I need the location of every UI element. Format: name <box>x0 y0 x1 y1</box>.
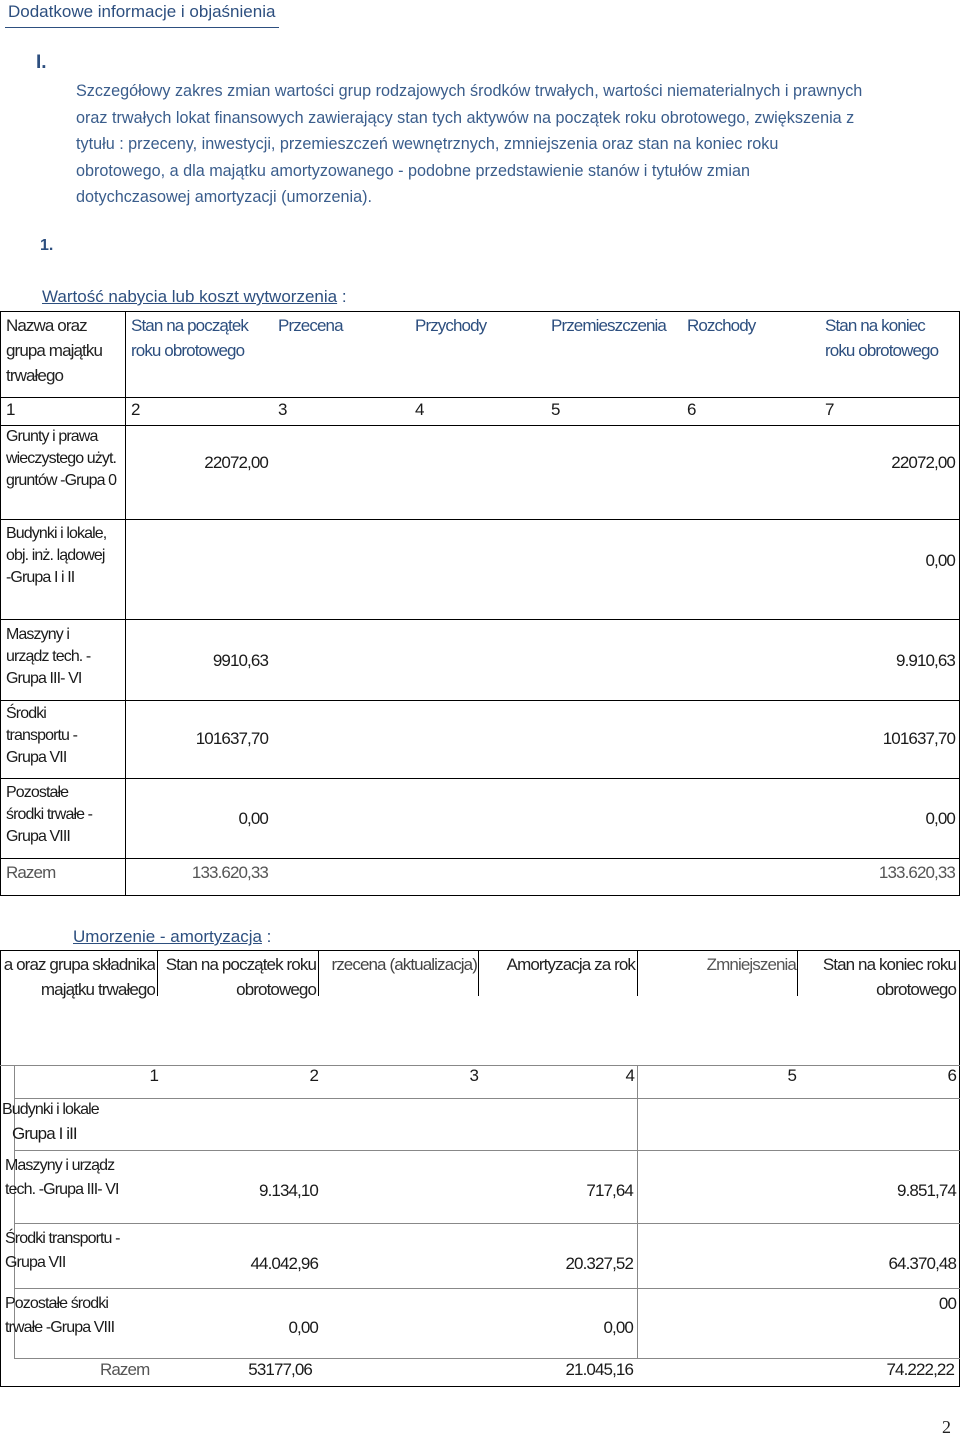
t1-header-name: Nazwa oraz grupa majątku trwałego <box>6 316 103 385</box>
table1-caption <box>42 287 347 307</box>
t1-row-name: Budynki i lokale, obj. inż. lądowej -Grupa I i II <box>6 525 107 586</box>
page-header-title: Dodatkowe informacje i objaśnienia <box>8 2 276 21</box>
t2-row-end: 00 <box>938 1294 956 1313</box>
t1-header-start: Stan na początek roku obrotowego <box>131 316 248 360</box>
t1-row-name: Środki transportu - Grupa VII <box>6 705 78 766</box>
t2-row-start: 44.042,96 <box>250 1254 318 1273</box>
t1-colnum: 7 <box>825 400 834 419</box>
t2-header-start: Stan na początek roku obrotowego <box>165 955 316 999</box>
t2-colnum: 6 <box>947 1066 956 1085</box>
t1-row-start: 0,00 <box>238 809 268 828</box>
t2-colnum: 1 <box>149 1066 158 1085</box>
t1-header-revaluation: Przecena <box>278 316 343 335</box>
t1-row-start: 101637,70 <box>195 729 268 748</box>
t2-row-name: Maszyny i urządz tech. -Grupa III- VI <box>5 1157 119 1198</box>
t1-row-end: 101637,70 <box>882 729 955 748</box>
t2-header-amortization: Amortyzacja za rok <box>506 955 635 974</box>
section-paragraph <box>76 78 956 211</box>
t1-colnum: 2 <box>131 400 140 419</box>
table1-caption-suffix: : <box>337 287 347 306</box>
t2-row-end: 64.370,48 <box>888 1254 956 1273</box>
t2-total-label: Razem <box>100 1360 150 1379</box>
subsection-number: 1. <box>40 237 54 254</box>
t1-header-income: Przychody <box>415 316 487 335</box>
t2-total-start: 53177,06 <box>248 1360 312 1379</box>
t1-row-end: 9.910,63 <box>896 651 955 670</box>
t2-header-name: a oraz grupa składnika majątku trwałego <box>3 955 155 999</box>
t2-header-end: Stan na koniec roku obrotowego <box>822 955 956 999</box>
t2-colnum: 5 <box>787 1066 796 1085</box>
t1-row-name: Maszyny i urządz tech. - Grupa III- VI <box>6 626 91 687</box>
t1-colnum: 4 <box>415 400 424 419</box>
t2-row-name: Pozostałe środki trwałe -Grupa VIII <box>5 1295 115 1336</box>
t2-row-name: Budynki i lokale Grupa I iII <box>2 1101 99 1143</box>
t1-row-end: 22072,00 <box>891 453 955 472</box>
paragraph-line: obrotowego, a dla majątku amortyzowanego - podobne przedstawienie stanów i tytułów zmian <box>76 161 750 180</box>
page-number: 2 <box>942 1417 951 1437</box>
t2-colnum: 2 <box>309 1066 318 1085</box>
t2-header-revaluation: rzecena (aktualizacja) <box>331 955 477 974</box>
t2-total-amortization: 21.045,16 <box>565 1360 633 1379</box>
t1-colnum: 5 <box>551 400 560 419</box>
t1-row-end: 0,00 <box>925 809 955 828</box>
section-roman-number: I. <box>36 52 47 73</box>
t1-colnum: 1 <box>6 400 15 419</box>
table2-caption-text: Umorzenie - amortyzacja <box>73 927 262 946</box>
t1-row-name: Grunty i prawa wieczystego użyt. gruntów -Grupa 0 <box>6 428 117 489</box>
t2-row-start: 9.134,10 <box>259 1181 318 1200</box>
t1-colnum: 3 <box>278 400 287 419</box>
t2-row-end: 9.851,74 <box>897 1181 956 1200</box>
t2-row-start: 0,00 <box>288 1318 318 1337</box>
t1-total-start: 133.620,33 <box>191 863 268 882</box>
header-underline <box>5 27 279 28</box>
paragraph-line: Szczegółowy zakres zmian wartości grup rodzajowych środków trwałych, wartości niematerialnych i prawnych <box>76 82 863 100</box>
table2-caption <box>73 927 271 947</box>
table2-caption-suffix: : <box>261 927 272 946</box>
t2-colnum: 4 <box>625 1066 634 1085</box>
t1-total-label: Razem <box>6 863 56 882</box>
t1-row-end: 0,00 <box>925 551 955 570</box>
t1-row-start: 22072,00 <box>204 453 268 472</box>
t1-header-end: Stan na koniec roku obrotowego <box>825 316 939 360</box>
t1-total-end: 133.620,33 <box>878 863 955 882</box>
t2-colnum: 3 <box>469 1066 478 1085</box>
t2-row-amortization: 20.327,52 <box>565 1254 633 1273</box>
t2-header-decreases: Zmniejszenia <box>706 955 796 974</box>
paragraph-line: dotychczasowej amortyzacji (umorzenia). <box>76 188 372 207</box>
table1-caption-text: Wartość nabycia lub koszt wytworzenia <box>42 287 338 306</box>
t1-header-disposals: Rozchody <box>687 316 756 335</box>
t2-row-amortization: 717,64 <box>586 1181 633 1200</box>
t1-header-transfers: Przemieszczenia <box>551 316 666 335</box>
paragraph-line: tytułu : przeceny, inwestycji, przemieszczeń wewnętrznych, zmniejszenia oraz stan na koniec roku <box>76 135 779 154</box>
t2-row-name: Środki transportu - Grupa VII <box>5 1230 120 1271</box>
t1-row-start: 9910,63 <box>212 651 268 670</box>
t1-colnum: 6 <box>687 400 696 419</box>
t2-row-amortization: 0,00 <box>603 1318 633 1337</box>
t1-row-name: Pozostałe środki trwałe - Grupa VIII <box>6 784 93 845</box>
paragraph-line: oraz trwałych lokat finansowych zawierający stan tych aktywów na początek roku obrotowego, zwiększenia z <box>76 108 855 127</box>
t2-total-end: 74.222,22 <box>886 1360 954 1379</box>
